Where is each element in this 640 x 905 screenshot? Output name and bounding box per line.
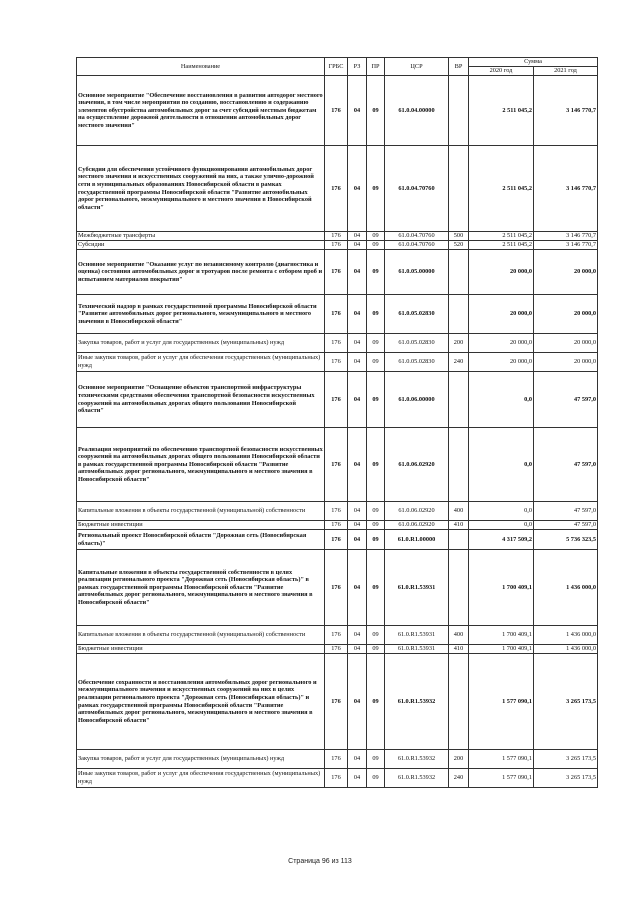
cell-rz: 04 xyxy=(348,295,367,334)
cell-vr xyxy=(449,295,469,334)
cell-vr xyxy=(449,530,469,550)
cell-vr xyxy=(449,146,469,232)
cell-name: Технический надзор в рамках государственной программы Новосибирской области "Развитие автомобильных дорог регионального, межмуниципального и местного значения в Новосибирской области" xyxy=(77,295,325,334)
cell-grbs: 176 xyxy=(325,241,348,250)
table-row xyxy=(77,250,598,295)
cell-pr: 09 xyxy=(367,654,385,750)
cell-pr: 09 xyxy=(367,750,385,769)
cell-name: Капитальные вложения в объекты государственной (муниципальной) собственности xyxy=(77,502,325,521)
cell-name: Реализация мероприятий по обеспечению транспортной безопасности искусственных сооружений на автомобильных дорогах общего пользования Новосибирской области в рамках государственной программы Новосибирской области "Развитие автомобильных дорог регионального, межмуниципального и местного значения в Новосибирской области" xyxy=(77,428,325,502)
cell-amount-2020: 0,0 xyxy=(469,502,534,521)
cell-amount-2021: 3 146 770,7 xyxy=(534,76,598,146)
cell-grbs: 176 xyxy=(325,232,348,241)
cell-grbs: 176 xyxy=(325,550,348,626)
table-row xyxy=(77,521,598,530)
table-row xyxy=(77,232,598,241)
header-pr: ПР xyxy=(367,58,385,76)
cell-pr: 09 xyxy=(367,353,385,372)
cell-vr: 500 xyxy=(449,232,469,241)
cell-vr: 200 xyxy=(449,750,469,769)
table-row xyxy=(77,645,598,654)
cell-vr xyxy=(449,76,469,146)
table-row xyxy=(77,502,598,521)
cell-pr: 09 xyxy=(367,250,385,295)
cell-name: Капитальные вложения в объекты государственной собственности в целях реализации регионального проекта "Дорожная сеть (Новосибирская область)" в рамках государственной программы Новосибирской области "Развитие автомобильных дорог регионального, межмуниципального и местного значения в Новосибирской области" xyxy=(77,550,325,626)
cell-amount-2021: 20 000,0 xyxy=(534,295,598,334)
header-name: Наименование xyxy=(77,58,325,76)
table-body xyxy=(77,76,598,788)
table-row xyxy=(77,146,598,232)
cell-csr: 61.0.06.00000 xyxy=(385,372,449,428)
table-row xyxy=(77,295,598,334)
header-csr: ЦСР xyxy=(385,58,449,76)
cell-vr xyxy=(449,550,469,626)
cell-grbs: 176 xyxy=(325,750,348,769)
cell-grbs: 176 xyxy=(325,502,348,521)
cell-name: Основное мероприятие "Оказание услуг по независимому контролю (диагностика и оценка) состояния автомобильных дорог и тротуаров после ремонта с отбором проб и испытанием материалов покрытия" xyxy=(77,250,325,295)
header-rz: РЗ xyxy=(348,58,367,76)
cell-pr: 09 xyxy=(367,76,385,146)
table-row xyxy=(77,428,598,502)
cell-rz: 04 xyxy=(348,645,367,654)
cell-csr: 61.0.04.70760 xyxy=(385,146,449,232)
cell-grbs: 176 xyxy=(325,626,348,645)
cell-amount-2020: 0,0 xyxy=(469,372,534,428)
cell-rz: 04 xyxy=(348,530,367,550)
cell-amount-2021: 47 597,0 xyxy=(534,428,598,502)
cell-amount-2021: 1 436 000,0 xyxy=(534,550,598,626)
cell-amount-2020: 1 700 409,1 xyxy=(469,550,534,626)
cell-name: Основное мероприятие "Обеспечение восстановления в развитии автодорог местного значения, в том числе мероприятия по созданию, восстановлению и содержанию элементов обустройства автомобильных дорог за счет субсидий местным бюджетам на осуществление дорожной деятельности в отношении автомобильных дорог местного значения" xyxy=(77,76,325,146)
cell-amount-2020: 1 577 090,1 xyxy=(469,769,534,788)
cell-amount-2020: 20 000,0 xyxy=(469,334,534,353)
table-row xyxy=(77,372,598,428)
cell-amount-2021: 5 736 323,5 xyxy=(534,530,598,550)
cell-amount-2020: 20 000,0 xyxy=(469,353,534,372)
header-vr: ВР xyxy=(449,58,469,76)
cell-grbs: 176 xyxy=(325,530,348,550)
cell-csr: 61.0.04.70760 xyxy=(385,241,449,250)
cell-grbs: 176 xyxy=(325,654,348,750)
cell-rz: 04 xyxy=(348,521,367,530)
cell-csr: 61.0.06.02920 xyxy=(385,521,449,530)
cell-rz: 04 xyxy=(348,334,367,353)
header-year-2021: 2021 год xyxy=(534,67,598,76)
cell-pr: 09 xyxy=(367,295,385,334)
cell-pr: 09 xyxy=(367,232,385,241)
cell-name: Закупка товаров, работ и услуг для государственных (муниципальных) нужд xyxy=(77,334,325,353)
cell-name: Иные закупки товаров, работ и услуг для обеспечения государственных (муниципальных) нужд xyxy=(77,353,325,372)
cell-pr: 09 xyxy=(367,521,385,530)
cell-name: Региональный проект Новосибирской области "Дорожная сеть (Новосибирская область)" xyxy=(77,530,325,550)
cell-amount-2021: 47 597,0 xyxy=(534,502,598,521)
cell-rz: 04 xyxy=(348,353,367,372)
cell-amount-2020: 20 000,0 xyxy=(469,250,534,295)
cell-grbs: 176 xyxy=(325,645,348,654)
cell-pr: 09 xyxy=(367,626,385,645)
cell-vr: 240 xyxy=(449,769,469,788)
cell-name: Обеспечение сохранности и восстановления автомобильных дорог регионального и межмуниципального значения и искусственных сооружений на них в целях реализации регионального проекта "Дорожная сеть (Новосибирская область)" и рамках государственной программы Новосибирской области "Развитие автомобильных дорог регионального, межмуниципального и местного значения в Новосибирской области" xyxy=(77,654,325,750)
budget-table xyxy=(76,57,598,788)
cell-pr: 09 xyxy=(367,146,385,232)
cell-amount-2020: 1 700 409,1 xyxy=(469,626,534,645)
cell-rz: 04 xyxy=(348,750,367,769)
cell-pr: 09 xyxy=(367,530,385,550)
cell-vr xyxy=(449,654,469,750)
cell-amount-2020: 1 700 409,1 xyxy=(469,645,534,654)
table-row xyxy=(77,530,598,550)
table-row xyxy=(77,654,598,750)
table-row xyxy=(77,76,598,146)
cell-pr: 09 xyxy=(367,769,385,788)
cell-pr: 09 xyxy=(367,372,385,428)
cell-rz: 04 xyxy=(348,502,367,521)
cell-amount-2020: 2 511 045,2 xyxy=(469,241,534,250)
cell-grbs: 176 xyxy=(325,769,348,788)
cell-csr: 61.0.05.02830 xyxy=(385,334,449,353)
table-row xyxy=(77,626,598,645)
cell-rz: 04 xyxy=(348,146,367,232)
cell-name: Бюджетные инвестиции xyxy=(77,645,325,654)
cell-csr: 61.0.05.02830 xyxy=(385,295,449,334)
cell-amount-2020: 0,0 xyxy=(469,521,534,530)
table-header xyxy=(77,58,598,76)
cell-rz: 04 xyxy=(348,626,367,645)
cell-vr xyxy=(449,372,469,428)
cell-csr: 61.0.R1.53931 xyxy=(385,626,449,645)
cell-grbs: 176 xyxy=(325,295,348,334)
cell-grbs: 176 xyxy=(325,521,348,530)
cell-csr: 61.0.04.70760 xyxy=(385,232,449,241)
cell-vr: 410 xyxy=(449,521,469,530)
cell-amount-2021: 47 597,0 xyxy=(534,372,598,428)
cell-grbs: 176 xyxy=(325,146,348,232)
cell-amount-2020: 2 511 045,2 xyxy=(469,146,534,232)
cell-amount-2021: 3 146 770,7 xyxy=(534,232,598,241)
cell-rz: 04 xyxy=(348,372,367,428)
cell-csr: 61.0.R1.00000 xyxy=(385,530,449,550)
cell-amount-2020: 0,0 xyxy=(469,428,534,502)
cell-amount-2021: 20 000,0 xyxy=(534,334,598,353)
cell-amount-2021: 1 436 000,0 xyxy=(534,626,598,645)
cell-csr: 61.0.06.02920 xyxy=(385,502,449,521)
cell-rz: 04 xyxy=(348,654,367,750)
header-year-2020: 2020 год xyxy=(469,67,534,76)
cell-name: Капитальные вложения в объекты государственной (муниципальной) собственности xyxy=(77,626,325,645)
cell-vr: 520 xyxy=(449,241,469,250)
cell-rz: 04 xyxy=(348,428,367,502)
table-row xyxy=(77,353,598,372)
cell-vr: 200 xyxy=(449,334,469,353)
cell-grbs: 176 xyxy=(325,334,348,353)
cell-amount-2021: 3 265 173,5 xyxy=(534,769,598,788)
cell-name: Закупка товаров, работ и услуг для государственных (муниципальных) нужд xyxy=(77,750,325,769)
cell-pr: 09 xyxy=(367,550,385,626)
cell-csr: 61.0.R1.53932 xyxy=(385,654,449,750)
cell-vr xyxy=(449,428,469,502)
page-number: Страница 96 из 113 xyxy=(288,858,352,865)
cell-vr xyxy=(449,250,469,295)
table-row xyxy=(77,241,598,250)
cell-amount-2021: 3 265 173,5 xyxy=(534,750,598,769)
cell-amount-2021: 20 000,0 xyxy=(534,353,598,372)
header-grbs: ГРБС xyxy=(325,58,348,76)
cell-grbs: 176 xyxy=(325,250,348,295)
header-sum: Сумма xyxy=(469,58,598,67)
cell-pr: 09 xyxy=(367,645,385,654)
cell-vr: 400 xyxy=(449,502,469,521)
table-row xyxy=(77,334,598,353)
cell-csr: 61.0.06.02920 xyxy=(385,428,449,502)
cell-amount-2020: 1 577 090,1 xyxy=(469,750,534,769)
cell-amount-2020: 1 577 090,1 xyxy=(469,654,534,750)
cell-amount-2020: 2 511 045,2 xyxy=(469,76,534,146)
cell-csr: 61.0.05.00000 xyxy=(385,250,449,295)
cell-pr: 09 xyxy=(367,241,385,250)
cell-amount-2021: 3 265 173,5 xyxy=(534,654,598,750)
cell-amount-2020: 20 000,0 xyxy=(469,295,534,334)
cell-amount-2021: 3 146 770,7 xyxy=(534,241,598,250)
cell-rz: 04 xyxy=(348,250,367,295)
cell-grbs: 176 xyxy=(325,353,348,372)
cell-pr: 09 xyxy=(367,502,385,521)
cell-amount-2020: 4 317 509,2 xyxy=(469,530,534,550)
cell-csr: 61.0.R1.53931 xyxy=(385,550,449,626)
cell-csr: 61.0.04.00000 xyxy=(385,76,449,146)
cell-vr: 400 xyxy=(449,626,469,645)
cell-amount-2021: 3 146 770,7 xyxy=(534,146,598,232)
cell-rz: 04 xyxy=(348,241,367,250)
cell-amount-2020: 2 511 045,2 xyxy=(469,232,534,241)
cell-csr: 61.0.R1.53932 xyxy=(385,769,449,788)
cell-name: Субсидии для обеспечения устойчивого функционирования автомобильных дорог местного значения и искусственных сооружений на них, а также улично-дорожной сети в муниципальных образованиях Новосибирской области в рамках государственной программы Новосибирской области "Развитие автомобильных дорог регионального, межмуниципального и местного значения в Новосибирской области" xyxy=(77,146,325,232)
cell-amount-2021: 47 597,0 xyxy=(534,521,598,530)
cell-rz: 04 xyxy=(348,76,367,146)
cell-amount-2021: 20 000,0 xyxy=(534,250,598,295)
cell-csr: 61.0.05.02830 xyxy=(385,353,449,372)
cell-name: Основное мероприятие "Оснащение объектов транспортной инфраструктуры техническими средствами обеспечения транспортной безопасности искусственных сооружений на автомобильных дорогах общего пользования Новосибирской области" xyxy=(77,372,325,428)
cell-rz: 04 xyxy=(348,769,367,788)
table-row xyxy=(77,769,598,788)
table-row xyxy=(77,750,598,769)
cell-name: Субсидии xyxy=(77,241,325,250)
cell-pr: 09 xyxy=(367,334,385,353)
cell-pr: 09 xyxy=(367,428,385,502)
cell-name: Бюджетные инвестиции xyxy=(77,521,325,530)
cell-rz: 04 xyxy=(348,232,367,241)
cell-grbs: 176 xyxy=(325,428,348,502)
cell-name: Иные закупки товаров, работ и услуг для обеспечения государственных (муниципальных) нужд xyxy=(77,769,325,788)
cell-grbs: 176 xyxy=(325,76,348,146)
cell-amount-2021: 1 436 000,0 xyxy=(534,645,598,654)
cell-name: Межбюджетные трансферты xyxy=(77,232,325,241)
table-row xyxy=(77,550,598,626)
cell-vr: 240 xyxy=(449,353,469,372)
cell-rz: 04 xyxy=(348,550,367,626)
cell-csr: 61.0.R1.53932 xyxy=(385,750,449,769)
cell-vr: 410 xyxy=(449,645,469,654)
cell-csr: 61.0.R1.53931 xyxy=(385,645,449,654)
cell-grbs: 176 xyxy=(325,372,348,428)
